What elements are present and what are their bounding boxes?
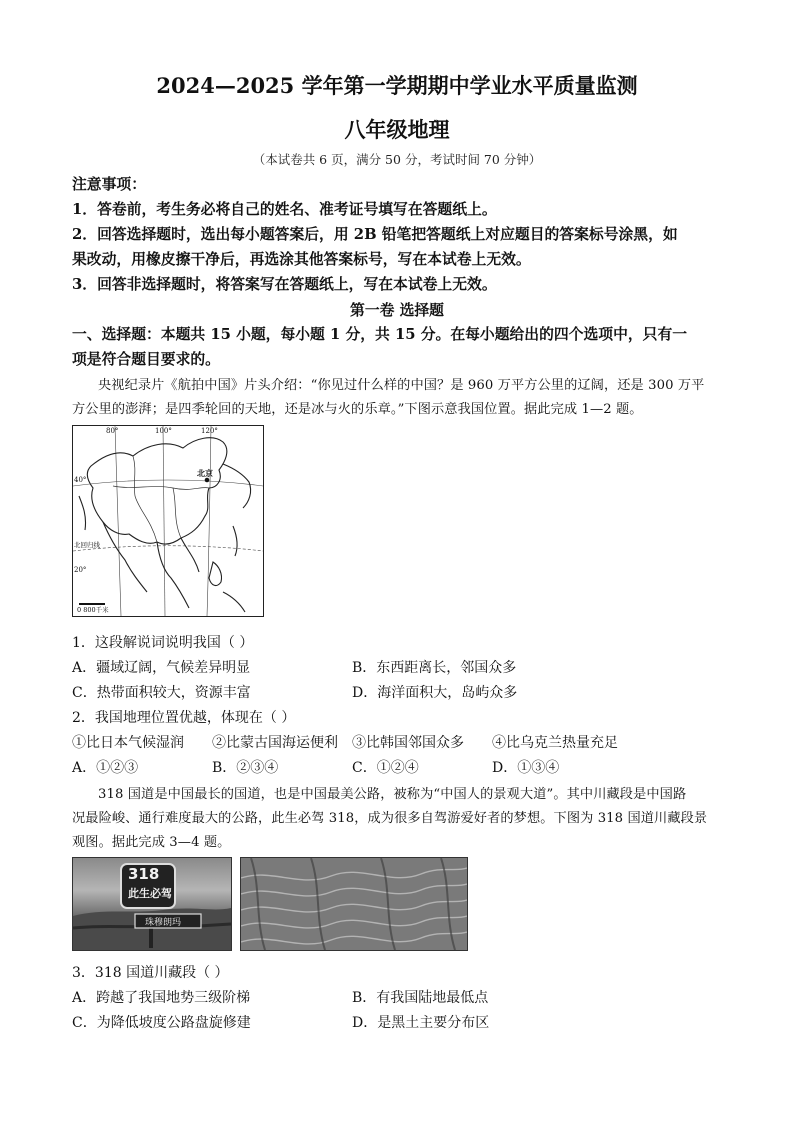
lon-label-120: 120°: [201, 427, 218, 435]
winding-road-photo: [240, 857, 468, 951]
lat-label-40: 40°: [74, 476, 87, 484]
q3-option-d: D．是黑土主要分布区: [352, 1015, 490, 1031]
subject-title: 八年级地理: [344, 117, 450, 142]
map-svg: [73, 426, 263, 616]
section-intro-line2: 项是符合题目要求的。: [72, 351, 220, 368]
q2-option-b: B．②③④: [212, 760, 279, 776]
lat-label-tropic: 北回归线: [74, 541, 100, 549]
instruction-3: 3．回答非选择题时，将答案写在答题纸上，写在本试卷上无效。: [72, 276, 497, 293]
sign-number: 318: [128, 865, 160, 883]
instruction-2-cont: 果改动，用橡皮擦干净后，再选涂其他答案标号，写在本试卷上无效。: [72, 251, 531, 268]
q3-option-a: A．跨越了我国地势三级阶梯: [72, 990, 251, 1006]
q1-option-c: C．热带面积较大，资源丰富: [72, 685, 251, 701]
q2-statement-4: ④比乌克兰热量充足: [492, 735, 618, 751]
q3-option-c: C．为降低坡度公路盘旋修建: [72, 1015, 251, 1031]
sign-text: 此生必驾: [128, 887, 172, 900]
scale-label: 0 800千米: [77, 606, 109, 614]
q2-statement-1: ①比日本气候湿润: [72, 735, 184, 751]
instruction-2: 2．回答选择题时，选出每小题答案后，用 2B 铅笔把答题纸上对应题目的答案标号涂黑，如: [72, 226, 678, 243]
section-intro-line1: 一、选择题：本题共 15 小题，每小题 1 分，共 15 分。在每小题给出的四个选项中，只有一: [72, 326, 688, 343]
lat-label-20: 20°: [74, 566, 87, 574]
passage2-line1: 318 国道是中国最长的国道，也是中国最美公路，被称为“中国人的景观大道”。其中川藏段是中国路: [98, 787, 687, 802]
section-title: 第一卷 选择题: [350, 302, 444, 319]
q1-option-a: A．疆域辽阔，气候差异明显: [72, 660, 251, 676]
q1-stem: 1．这段解说词说明我国（ ）: [72, 635, 254, 651]
exam-note: （本试卷共 6 页，满分 50 分，考试时间 70 分钟）: [252, 152, 542, 167]
passage2-line3: 观图。据此完成 3—4 题。: [72, 835, 231, 850]
q2-stem: 2．我国地理位置优越，体现在（ ）: [72, 710, 296, 726]
passage1-line2: 方公里的澎湃；是四季轮回的天地，还是冰与火的乐章。”下图示意我国位置。据此完成 1—2 题。: [72, 402, 643, 417]
q2-statement-3: ③比韩国邻国众多: [352, 735, 464, 751]
road-sign-photo: [72, 857, 232, 951]
passage2-line2: 况最险峻、通行难度最大的公路，此生必驾 318，成为很多自驾游爱好者的梦想。下图为 318 国道川藏段景: [72, 811, 708, 826]
q1-option-b: B．东西距离长，邻国众多: [352, 660, 517, 676]
q2-statement-2: ②比蒙古国海运便利: [212, 735, 338, 751]
q3-option-b: B．有我国陆地最低点: [352, 990, 489, 1006]
exam-title: 2024—2025 学年第一学期期中学业水平质量监测: [156, 73, 638, 98]
winding-road-scene: [241, 858, 467, 950]
q2-option-c: C．①②④: [352, 760, 419, 776]
q1-option-d: D．海洋面积大，岛屿众多: [352, 685, 518, 701]
plate-text: 珠穆朗玛: [145, 918, 182, 928]
lon-label-100: 100°: [155, 427, 172, 435]
instruction-1: 1．答卷前，考生务必将自己的姓名、准考证号填写在答题纸上。: [72, 201, 497, 218]
instructions-heading: 注意事项：: [72, 176, 146, 193]
q2-option-d: D．①③④: [492, 760, 560, 776]
beijing-label: 北京: [197, 468, 213, 478]
q2-option-a: A．①②③: [72, 760, 139, 776]
q3-stem: 3．318 国道川藏段（ ）: [72, 965, 229, 981]
lon-label-80: 80°: [106, 427, 119, 435]
china-location-map: [72, 425, 264, 617]
passage1-line1: 央视纪录片《航拍中国》片头介绍：“你见过什么样的中国？是 960 万平方公里的辽阔，还是 300 万平: [98, 378, 705, 393]
